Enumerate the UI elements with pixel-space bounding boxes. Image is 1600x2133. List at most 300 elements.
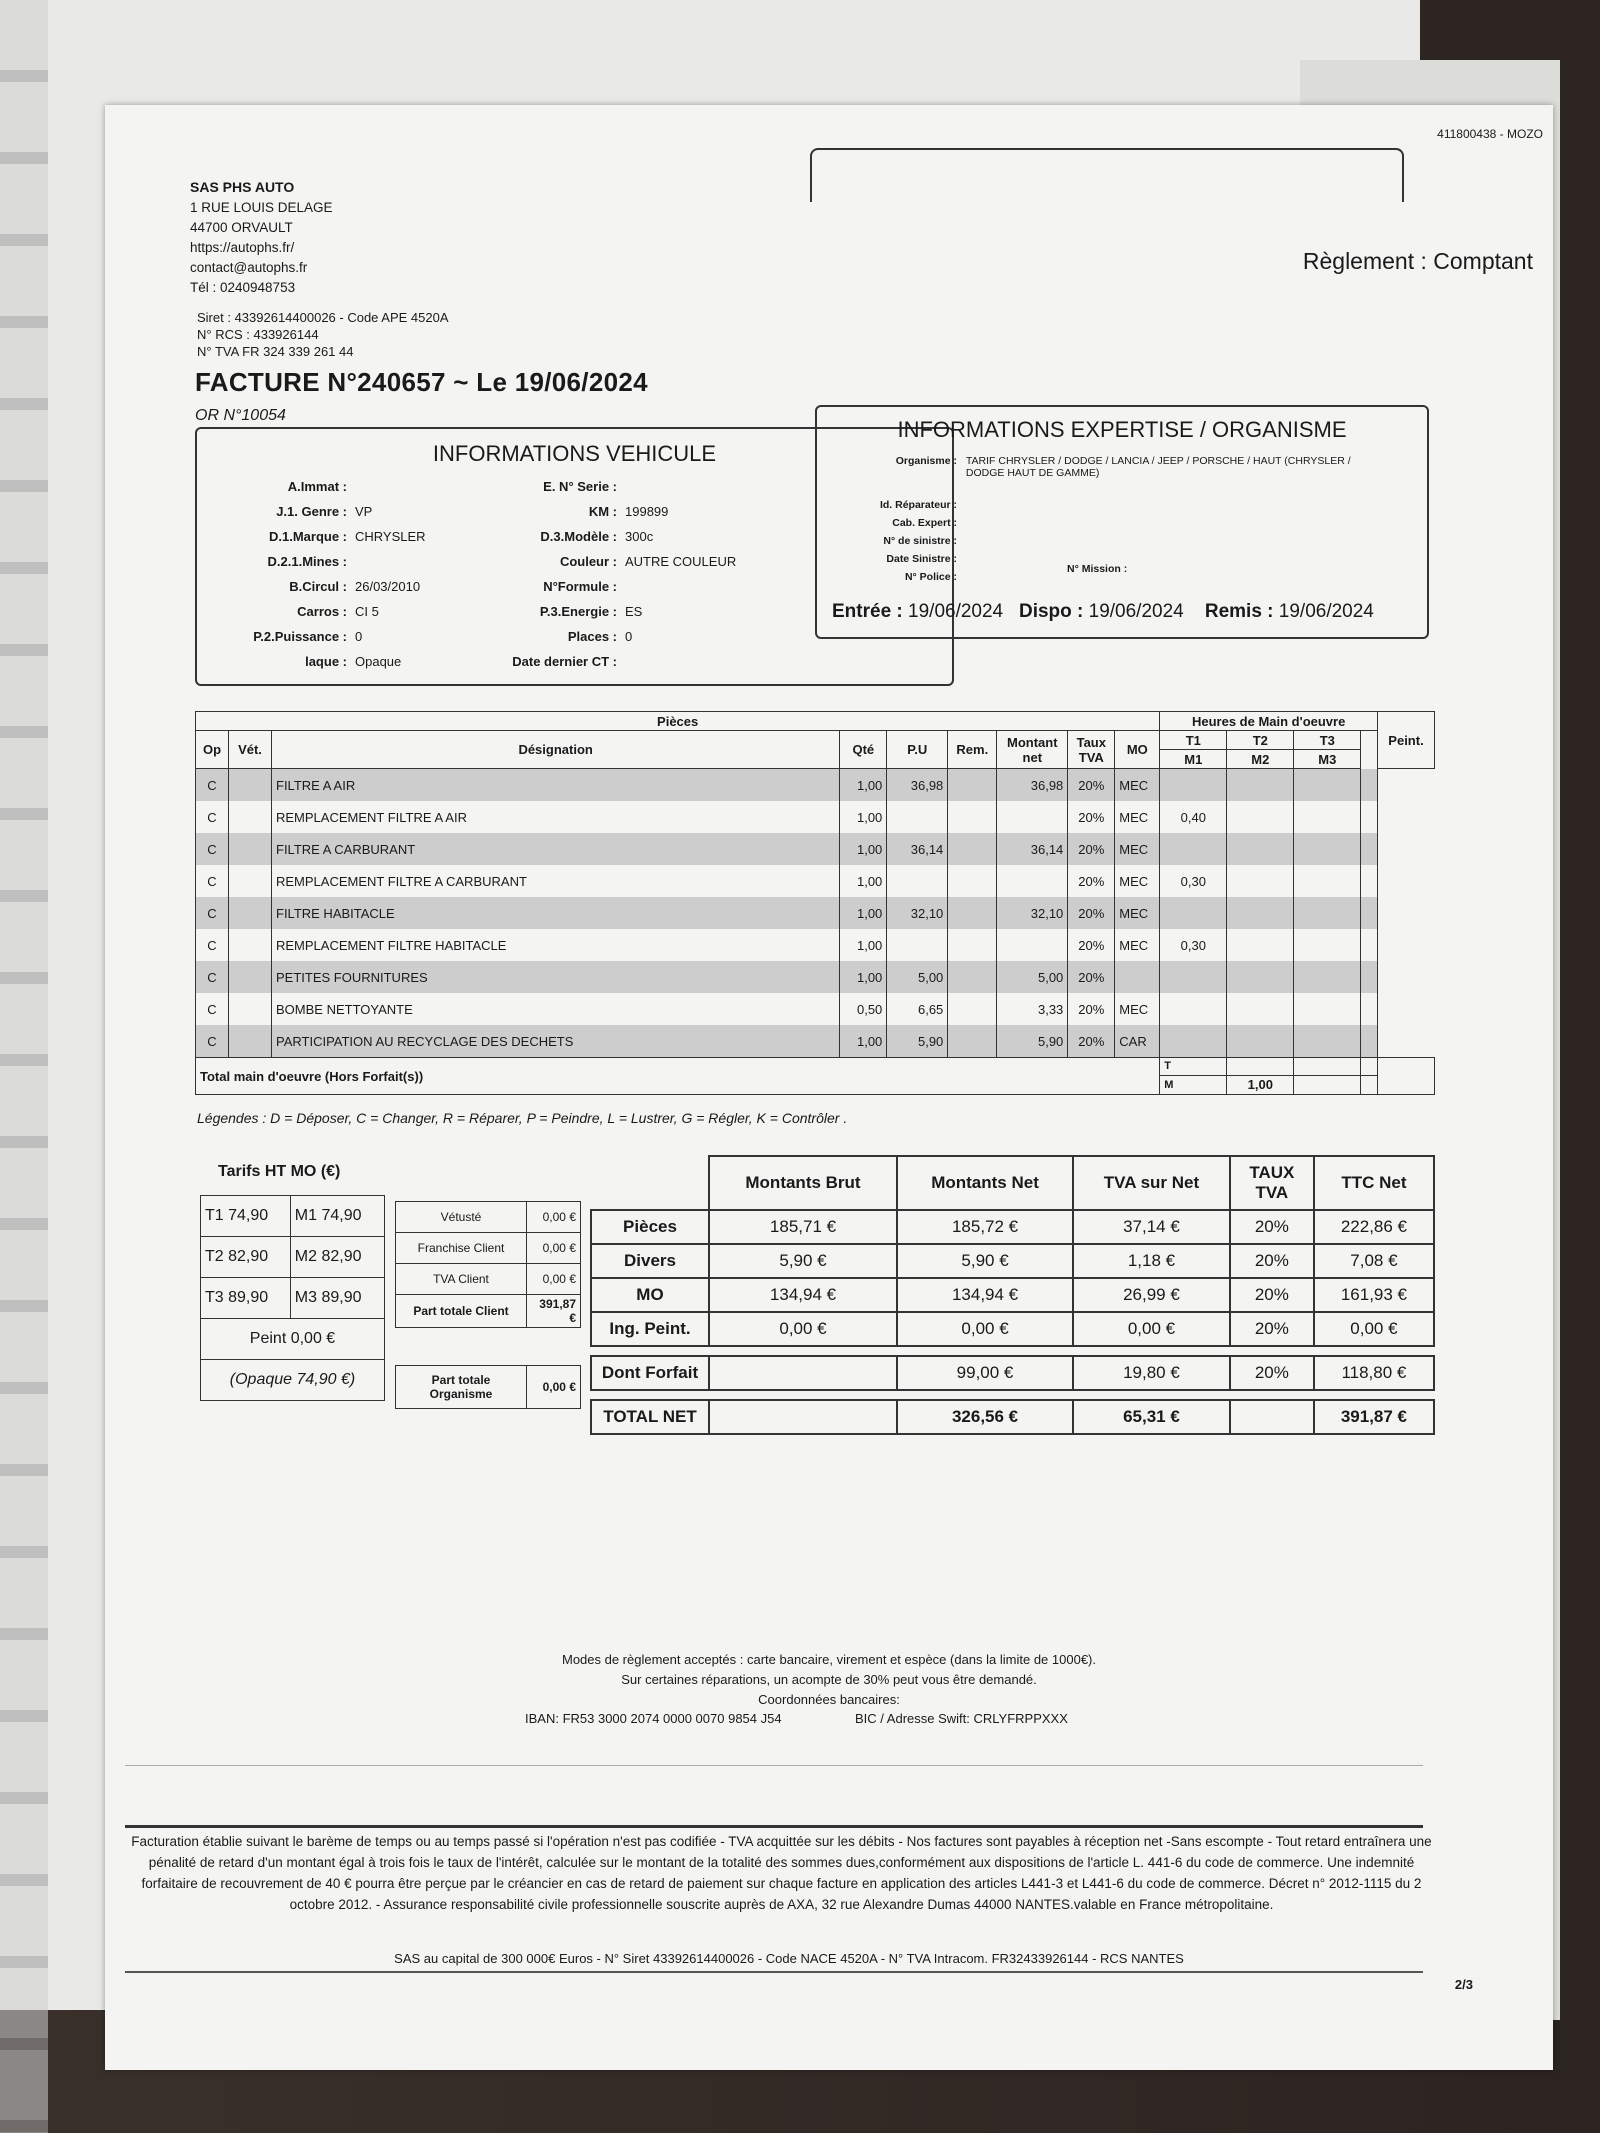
cell-t2 bbox=[1227, 1025, 1294, 1058]
cell-t2 bbox=[1227, 769, 1294, 802]
cell-t2 bbox=[1227, 897, 1294, 929]
cell-t3 bbox=[1294, 961, 1361, 993]
summary-tva: 1,18 € bbox=[1073, 1244, 1230, 1278]
peint-header: Peint. bbox=[1378, 712, 1435, 769]
company-email: contact@autophs.fr bbox=[190, 260, 308, 275]
cell-montant bbox=[997, 865, 1068, 897]
cell-pu: 6,65 bbox=[887, 993, 948, 1025]
total-tva: 65,31 € bbox=[1073, 1400, 1230, 1434]
montant-header: Montant net bbox=[997, 731, 1068, 769]
summary-ttc: 7,08 € bbox=[1314, 1244, 1434, 1278]
cell-qte: 1,00 bbox=[840, 833, 887, 865]
op-header: Op bbox=[196, 731, 229, 769]
forfait-net: 99,00 € bbox=[897, 1356, 1073, 1390]
vehicle-field-value: CI 5 bbox=[355, 604, 379, 619]
summary-label: Ing. Peint. bbox=[591, 1312, 709, 1346]
cell-rem bbox=[948, 865, 997, 897]
cell-t3 bbox=[1294, 801, 1361, 833]
table-row bbox=[196, 961, 1435, 993]
client-row bbox=[396, 1202, 581, 1233]
cell-peint bbox=[1361, 961, 1378, 993]
tva-number: N° TVA FR 324 339 261 44 bbox=[197, 344, 354, 359]
payment-info bbox=[105, 1650, 1553, 1710]
vehicle-field-label: D.1.Marque : bbox=[268, 529, 347, 544]
cell-taux: 20% bbox=[1068, 769, 1115, 802]
t3-total bbox=[1361, 1058, 1378, 1076]
cell-t1 bbox=[1160, 1025, 1227, 1058]
cell-t2 bbox=[1227, 961, 1294, 993]
table-row bbox=[196, 993, 1435, 1025]
summary-taux: 20% bbox=[1230, 1244, 1314, 1278]
vehicle-field bbox=[487, 629, 632, 644]
client-row bbox=[396, 1233, 581, 1264]
cell-pu bbox=[887, 929, 948, 961]
cell-montant: 5,00 bbox=[997, 961, 1068, 993]
cell-montant: 5,90 bbox=[997, 1025, 1068, 1058]
summary-h-taux: TAUX TVA bbox=[1230, 1156, 1314, 1210]
cell-taux: 20% bbox=[1068, 993, 1115, 1025]
company-tel: Tél : 0240948753 bbox=[190, 280, 296, 295]
vehicle-info-title: INFORMATIONS VEHICULE bbox=[432, 441, 717, 466]
vehicle-field bbox=[217, 504, 372, 519]
remis-date: 19/06/2024 bbox=[1278, 601, 1374, 622]
summary-brut: 134,94 € bbox=[709, 1278, 897, 1312]
vehicle-field bbox=[217, 629, 362, 644]
organisme-value: TARIF CHRYSLER / DODGE / LANCIA / JEEP / PORSCHE / HAUT (CHRYSLER / DODGE HAUT DE GAMME) bbox=[965, 455, 1351, 479]
forfait-brut bbox=[709, 1356, 897, 1390]
summary-tva: 37,14 € bbox=[1073, 1210, 1230, 1244]
cell-des: PETITES FOURNITURES bbox=[272, 961, 840, 993]
cell-pu: 36,98 bbox=[887, 769, 948, 802]
iban: IBAN: FR53 3000 2074 0000 0070 9854 J54 bbox=[525, 1711, 782, 1726]
cell-rem bbox=[948, 929, 997, 961]
cell-montant: 36,98 bbox=[997, 769, 1068, 802]
forfait-tva: 19,80 € bbox=[1073, 1356, 1230, 1390]
cell-taux: 20% bbox=[1068, 961, 1115, 993]
vehicle-field bbox=[487, 554, 736, 569]
vehicle-field-label: KM : bbox=[588, 504, 617, 519]
vehicle-field bbox=[217, 479, 355, 494]
client-row-label: TVA Client bbox=[396, 1264, 527, 1295]
cell-op: C bbox=[196, 865, 229, 897]
vehicle-field-value: 0 bbox=[625, 629, 633, 644]
cell-taux: 20% bbox=[1068, 801, 1115, 833]
siret: Siret : 43392614400026 - Code APE 4520A bbox=[197, 310, 449, 325]
summary-ttc: 0,00 € bbox=[1314, 1312, 1434, 1346]
summary-taux: 20% bbox=[1230, 1278, 1314, 1312]
cell-qte: 1,00 bbox=[840, 865, 887, 897]
cell-rem bbox=[948, 897, 997, 929]
summary-tva: 26,99 € bbox=[1073, 1278, 1230, 1312]
t3-header: T3 bbox=[1294, 731, 1361, 750]
company-address1: 1 RUE LOUIS DELAGE bbox=[190, 200, 333, 215]
taux-header: Taux TVA bbox=[1068, 731, 1115, 769]
cell-taux: 20% bbox=[1068, 833, 1115, 865]
legend: Légendes : D = Déposer, C = Changer, R = Réparer, P = Peindre, L = Lustrer, G = Régler, K = Contrôler . bbox=[197, 1110, 848, 1126]
cell-des: BOMBE NETTOYANTE bbox=[272, 993, 840, 1025]
cell-mo: MEC bbox=[1115, 769, 1160, 802]
cell-t1 bbox=[1160, 897, 1227, 929]
cell-t2 bbox=[1227, 993, 1294, 1025]
table-row bbox=[196, 1025, 1435, 1058]
cell-taux: 20% bbox=[1068, 929, 1115, 961]
cell-mo: MEC bbox=[1115, 929, 1160, 961]
cell-taux: 20% bbox=[1068, 865, 1115, 897]
cell-peint bbox=[1361, 1025, 1378, 1058]
cell-t2 bbox=[1227, 833, 1294, 865]
cell-t3 bbox=[1294, 929, 1361, 961]
cell-mo: MEC bbox=[1115, 897, 1160, 929]
vehicle-field-label: Date dernier CT : bbox=[512, 654, 617, 669]
invoice-page bbox=[105, 105, 1553, 2070]
expert-label: Cab. Expert : bbox=[892, 517, 957, 529]
cell-t3 bbox=[1294, 993, 1361, 1025]
summary-label: MO bbox=[591, 1278, 709, 1312]
vehicle-field-label: laque : bbox=[305, 654, 347, 669]
client-row-label: Franchise Client bbox=[396, 1233, 527, 1264]
cell-t3 bbox=[1294, 769, 1361, 802]
company-address2: 44700 ORVAULT bbox=[190, 220, 293, 235]
cell-taux: 20% bbox=[1068, 897, 1115, 929]
cell-op: C bbox=[196, 897, 229, 929]
cell-rem bbox=[948, 993, 997, 1025]
vehicle-field bbox=[217, 579, 420, 594]
client-row-value: 0,00 € bbox=[527, 1202, 581, 1233]
summary-corner bbox=[591, 1156, 709, 1210]
summary-net: 185,72 € bbox=[897, 1210, 1073, 1244]
organisme-part-label: Part totale Organisme bbox=[396, 1366, 527, 1409]
cell-peint bbox=[1361, 993, 1378, 1025]
footer-divider bbox=[125, 1825, 1423, 1828]
payment-terms: Règlement : Comptant bbox=[1302, 248, 1533, 274]
cell-peint bbox=[1361, 801, 1378, 833]
m2-total bbox=[1294, 1075, 1361, 1094]
remis-label: Remis : bbox=[1204, 601, 1274, 622]
cell-t1 bbox=[1160, 961, 1227, 993]
t2-total bbox=[1294, 1058, 1361, 1076]
cell-mo: MEC bbox=[1115, 993, 1160, 1025]
cell-qte: 1,00 bbox=[840, 929, 887, 961]
organisme-part-table bbox=[395, 1365, 581, 1409]
summary-row bbox=[591, 1278, 1434, 1312]
t1-total bbox=[1227, 1058, 1294, 1076]
dates-row bbox=[832, 601, 1374, 623]
cell-vet bbox=[229, 801, 272, 833]
cell-vet bbox=[229, 1025, 272, 1058]
payment-line2: Sur certaines réparations, un acompte de 30% peut vous être demandé. bbox=[621, 1672, 1037, 1687]
total-mo-label: Total main d'oeuvre (Hors Forfait(s)) bbox=[196, 1058, 1160, 1095]
organisme-part-value: 0,00 € bbox=[527, 1366, 581, 1409]
cell-t1: 0,40 bbox=[1160, 801, 1227, 833]
forfait-taux: 20% bbox=[1230, 1356, 1314, 1390]
parts-table bbox=[195, 711, 1435, 1095]
t-label: T bbox=[1160, 1058, 1227, 1076]
m-label: M bbox=[1160, 1075, 1227, 1094]
cell-pu: 5,90 bbox=[887, 1025, 948, 1058]
cell-vet bbox=[229, 833, 272, 865]
client-row-label: Part totale Client bbox=[396, 1295, 527, 1328]
pu-header: P.U bbox=[887, 731, 948, 769]
cell-des: FILTRE A AIR bbox=[272, 769, 840, 802]
cell-pu bbox=[887, 865, 948, 897]
vehicle-field-label: P.2.Puissance : bbox=[253, 629, 347, 644]
tarif-peint: Peint 0,00 € bbox=[201, 1319, 385, 1360]
sinistre-label: N° de sinistre : bbox=[883, 535, 957, 547]
cell-des: PARTICIPATION AU RECYCLAGE DES DECHETS bbox=[272, 1025, 840, 1058]
cell-vet bbox=[229, 897, 272, 929]
cell-t1: 0,30 bbox=[1160, 929, 1227, 961]
total-brut bbox=[709, 1400, 897, 1434]
summary-tva: 0,00 € bbox=[1073, 1312, 1230, 1346]
cell-qte: 0,50 bbox=[840, 993, 887, 1025]
cell-peint bbox=[1361, 769, 1378, 802]
vehicle-field-value: Opaque bbox=[355, 654, 402, 669]
rem-header: Rem. bbox=[948, 731, 997, 769]
expertise-info-box bbox=[815, 405, 1429, 639]
summary-ttc: 222,86 € bbox=[1314, 1210, 1434, 1244]
vehicle-field bbox=[217, 554, 355, 569]
entree-date: 19/06/2024 bbox=[908, 601, 1004, 622]
summary-net: 0,00 € bbox=[897, 1312, 1073, 1346]
forfait-label: Dont Forfait bbox=[591, 1356, 709, 1390]
cell-des: FILTRE HABITACLE bbox=[272, 897, 840, 929]
client-row-value: 0,00 € bbox=[527, 1233, 581, 1264]
cell-op: C bbox=[196, 769, 229, 802]
table-row bbox=[196, 865, 1435, 897]
summary-label: Divers bbox=[591, 1244, 709, 1278]
cell-pu bbox=[887, 801, 948, 833]
cell-rem bbox=[948, 833, 997, 865]
vehicle-field-value: VP bbox=[355, 504, 373, 519]
cell-t3 bbox=[1294, 897, 1361, 929]
company-name: SAS PHS AUTO bbox=[190, 179, 295, 195]
cell-op: C bbox=[196, 833, 229, 865]
vehicle-field-value: 199899 bbox=[625, 504, 669, 519]
cell-pu: 5,00 bbox=[887, 961, 948, 993]
mo-hours-header: Heures de Main d'oeuvre bbox=[1160, 712, 1378, 731]
cell-t2 bbox=[1227, 865, 1294, 897]
total-net: 326,56 € bbox=[897, 1400, 1073, 1434]
company-website: https://autophs.fr/ bbox=[190, 240, 295, 255]
vehicle-field bbox=[487, 479, 625, 494]
cell-vet bbox=[229, 993, 272, 1025]
m3-total bbox=[1361, 1075, 1378, 1094]
cell-qte: 1,00 bbox=[840, 897, 887, 929]
organisme-label: Organisme : bbox=[895, 455, 957, 467]
client-row-value: 391,87 € bbox=[527, 1295, 581, 1328]
cell-qte: 1,00 bbox=[840, 961, 887, 993]
cell-peint bbox=[1361, 929, 1378, 961]
cell-des: FILTRE A CARBURANT bbox=[272, 833, 840, 865]
vehicle-field-label: D.2.1.Mines : bbox=[267, 554, 347, 569]
page-number: 2/3 bbox=[1454, 1977, 1473, 1992]
tarifs-table bbox=[200, 1195, 385, 1401]
client-row-value: 0,00 € bbox=[527, 1264, 581, 1295]
t2-header: T2 bbox=[1227, 731, 1294, 750]
mission-label: N° Mission : bbox=[1067, 563, 1128, 575]
dispo-label: Dispo : bbox=[1018, 601, 1084, 622]
cell-mo: MEC bbox=[1115, 833, 1160, 865]
cell-montant: 32,10 bbox=[997, 897, 1068, 929]
tarif-m3: M3 89,90 bbox=[290, 1278, 384, 1319]
cell-des: REMPLACEMENT FILTRE A CARBURANT bbox=[272, 865, 840, 897]
cell-des: REMPLACEMENT FILTRE A AIR bbox=[272, 801, 840, 833]
mo-header: MO bbox=[1115, 731, 1160, 769]
vehicle-field-label: A.Immat : bbox=[287, 479, 347, 494]
vehicle-field-value: 300c bbox=[625, 529, 654, 544]
tarif-t3: T3 89,90 bbox=[201, 1278, 291, 1319]
tarif-t1: T1 74,90 bbox=[201, 1196, 291, 1237]
cell-t2 bbox=[1227, 929, 1294, 961]
m1-header: M1 bbox=[1160, 750, 1227, 769]
total-label: TOTAL NET bbox=[591, 1400, 709, 1434]
cell-des: REMPLACEMENT FILTRE HABITACLE bbox=[272, 929, 840, 961]
cell-peint bbox=[1361, 897, 1378, 929]
summary-brut: 5,90 € bbox=[709, 1244, 897, 1278]
entree-label: Entrée : bbox=[832, 601, 903, 622]
vehicle-field bbox=[487, 504, 668, 519]
cell-op: C bbox=[196, 801, 229, 833]
total-taux bbox=[1230, 1400, 1314, 1434]
peint-total bbox=[1378, 1058, 1435, 1095]
client-row-label: Vétusté bbox=[396, 1202, 527, 1233]
summary-label: Pièces bbox=[591, 1210, 709, 1244]
dispo-date: 19/06/2024 bbox=[1088, 601, 1184, 622]
vet-header: Vét. bbox=[229, 731, 272, 769]
cell-peint bbox=[1361, 833, 1378, 865]
vehicle-field-label: B.Circul : bbox=[289, 579, 347, 594]
cell-rem bbox=[948, 769, 997, 802]
cell-t2 bbox=[1227, 801, 1294, 833]
summary-net: 134,94 € bbox=[897, 1278, 1073, 1312]
cell-t1 bbox=[1160, 993, 1227, 1025]
summary-ttc: 161,93 € bbox=[1314, 1278, 1434, 1312]
summary-row bbox=[591, 1312, 1434, 1346]
client-row bbox=[396, 1295, 581, 1328]
expertise-info-title: INFORMATIONS EXPERTISE / ORGANISME bbox=[897, 417, 1347, 442]
m3-header: M3 bbox=[1294, 750, 1361, 769]
reference-code: 411800438 - MOZO bbox=[1437, 127, 1543, 141]
cell-t3 bbox=[1294, 865, 1361, 897]
bic: BIC / Adresse Swift: CRLYFRPPXXX bbox=[855, 1711, 1068, 1726]
rcs: N° RCS : 433926144 bbox=[197, 327, 319, 342]
vehicle-field-label: Places : bbox=[567, 629, 617, 644]
total-ttc: 391,87 € bbox=[1314, 1400, 1434, 1434]
summary-taux: 20% bbox=[1230, 1210, 1314, 1244]
cell-t1 bbox=[1160, 769, 1227, 802]
address-box bbox=[810, 148, 1404, 202]
vehicle-field bbox=[217, 654, 401, 669]
cell-qte: 1,00 bbox=[840, 801, 887, 833]
reparateur-label: Id. Réparateur : bbox=[879, 499, 957, 511]
summary-row bbox=[591, 1244, 1434, 1278]
forfait-ttc: 118,80 € bbox=[1314, 1356, 1434, 1390]
cell-t1 bbox=[1160, 833, 1227, 865]
cell-montant bbox=[997, 929, 1068, 961]
vehicle-field-value: 0 bbox=[355, 629, 363, 644]
cell-t3 bbox=[1294, 833, 1361, 865]
vehicle-field-label: J.1. Genre : bbox=[276, 504, 347, 519]
cell-taux: 20% bbox=[1068, 1025, 1115, 1058]
cell-rem bbox=[948, 1025, 997, 1058]
company-capital: SAS au capital de 300 000€ Euros - N° Siret 43392614400026 - Code NACE 4520A - N° TVA Intracom. FR32433926144 - RCS NANTES bbox=[394, 1951, 1184, 1966]
cell-mo: CAR bbox=[1115, 1025, 1160, 1058]
vehicle-field-label: Carros : bbox=[297, 604, 347, 619]
cell-qte: 1,00 bbox=[840, 769, 887, 802]
table-row bbox=[196, 833, 1435, 865]
summary-brut: 0,00 € bbox=[709, 1312, 897, 1346]
vehicle-field-label: Couleur : bbox=[559, 554, 617, 569]
cell-peint bbox=[1361, 865, 1378, 897]
pieces-header: Pièces bbox=[196, 712, 1160, 731]
cell-rem bbox=[948, 801, 997, 833]
vehicle-field-value: CHRYSLER bbox=[355, 529, 426, 544]
payment-line1: Modes de règlement acceptés : carte bancaire, virement et espèce (dans la limite de 1000€). bbox=[561, 1652, 1096, 1667]
cell-qte: 1,00 bbox=[840, 1025, 887, 1058]
payment-line3: Coordonnées bancaires: bbox=[758, 1692, 900, 1707]
bottom-divider bbox=[125, 1971, 1423, 1973]
summary-h-ttc: TTC Net bbox=[1314, 1156, 1434, 1210]
cell-pu: 32,10 bbox=[887, 897, 948, 929]
vehicle-field bbox=[487, 529, 653, 544]
cell-montant: 3,33 bbox=[997, 993, 1068, 1025]
cell-vet bbox=[229, 929, 272, 961]
table-row bbox=[196, 801, 1435, 833]
cell-op: C bbox=[196, 961, 229, 993]
table-row bbox=[196, 897, 1435, 929]
t1-header: T1 bbox=[1160, 731, 1227, 750]
vehicle-field-label: E. N° Serie : bbox=[543, 479, 617, 494]
table-row bbox=[196, 769, 1435, 802]
cell-op: C bbox=[196, 929, 229, 961]
summary-h-tva: TVA sur Net bbox=[1073, 1156, 1230, 1210]
tarif-t2: T2 82,90 bbox=[201, 1237, 291, 1278]
cell-montant: 36,14 bbox=[997, 833, 1068, 865]
vehicle-field-label: P.3.Energie : bbox=[539, 604, 617, 619]
cell-t1: 0,30 bbox=[1160, 865, 1227, 897]
vehicle-field-value: AUTRE COULEUR bbox=[625, 554, 737, 569]
tarif-opaque: (Opaque 74,90 €) bbox=[201, 1360, 385, 1401]
summary-h-net: Montants Net bbox=[897, 1156, 1073, 1210]
divider bbox=[125, 1765, 1423, 1766]
designation-header: Désignation bbox=[272, 731, 840, 769]
order-number: OR N°10054 bbox=[195, 407, 286, 424]
qte-header: Qté bbox=[840, 731, 887, 769]
binder-holes bbox=[0, 0, 48, 2133]
summary-net: 5,90 € bbox=[897, 1244, 1073, 1278]
date-sinistre-label: Date Sinistre : bbox=[886, 553, 957, 565]
cell-mo: MEC bbox=[1115, 801, 1160, 833]
vehicle-field bbox=[217, 604, 379, 619]
m2-header: M2 bbox=[1227, 750, 1294, 769]
footer-terms: Facturation établie suivant le barème de temps ou au temps passé si l'opération n'est pas codifiée - TVA acquittée sur les débits - Nos factures sont payables à réception net -Sans escompte - Tout retard entraînera une pénalité de retard d'un montant égal à trois fois le taux de l'intérêt, calculée sur le montant de la totalité des sommes dues,conformément aux dispositions de l'article L. 441-6 du code de commerce. Une indemnité forfaitaire de recouvrement de 40 € pourra être perçue par le créancier en cas de retard de paiement sur chaque facture en application des articles L441-3 et L441-6 du code de commerce. Décret n° 2012-1115 du 2 octobre 2012. - Assurance responsabilité civile professionnelle souscrite auprès de AXA, 32 rue Alexandre Dumas 44000 NANTES.valable en France métropolitaine. bbox=[131, 1834, 1432, 1912]
tarifs-title: Tarifs HT MO (€) bbox=[218, 1163, 341, 1180]
police-label: N° Police : bbox=[904, 571, 957, 583]
summary-h-brut: Montants Brut bbox=[709, 1156, 897, 1210]
cell-montant bbox=[997, 801, 1068, 833]
cell-op: C bbox=[196, 1025, 229, 1058]
tarif-m2: M2 82,90 bbox=[290, 1237, 384, 1278]
cell-rem bbox=[948, 961, 997, 993]
cell-op: C bbox=[196, 993, 229, 1025]
company-block bbox=[190, 177, 333, 298]
cell-pu: 36,14 bbox=[887, 833, 948, 865]
vehicle-field bbox=[487, 604, 642, 619]
cell-mo: MEC bbox=[1115, 865, 1160, 897]
legal-block bbox=[197, 309, 449, 360]
client-part-table bbox=[395, 1201, 581, 1328]
cell-mo bbox=[1115, 961, 1160, 993]
